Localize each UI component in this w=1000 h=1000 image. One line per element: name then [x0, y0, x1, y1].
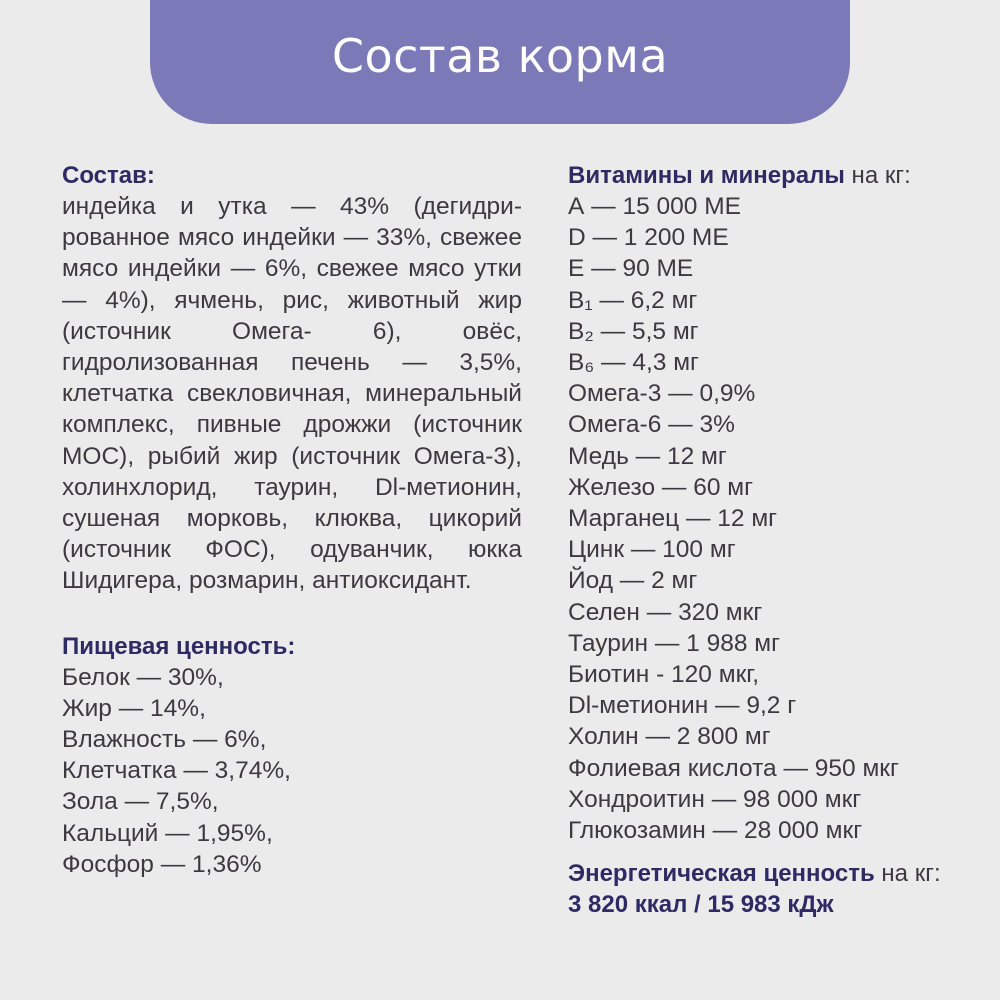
- nutrition-title: Пищевая ценность:: [62, 632, 296, 660]
- nutrition-section: [62, 631, 522, 880]
- composition-text: индейка и утка — 43% (дегидрированное мясо индейки — 33%, свежее мясо индейки — 6%, свежее мясо утки — 4%), ячмень, рис, животный жир (источник Омега- 6), овёс, гидролизованная печень — 3,5%, клетчатка свекловичная, минеральный комплекс, пивные дрожжи (источник МОС), рыбий жир (источник Омега-3), холинхлорид, таурин, Dl-метионин, сушеная морковь, клюква, цикорий (источник ФОС), одуванчик, юкка Шидигера, розмарин, антиоксидант.: [62, 193, 522, 595]
- vitamin-item: Медь — 12 мг: [568, 442, 727, 470]
- nutrition-item: Клетчатка — 3,74%,: [62, 757, 291, 785]
- vitamin-item: B₂ — 5,5 мг: [568, 317, 699, 345]
- energy-heading: [568, 858, 988, 889]
- vitamin-item: А — 15 000 МЕ: [568, 193, 741, 220]
- right-column: [568, 160, 988, 920]
- vitamin-item: Dl-метионин — 9,2 г: [568, 692, 797, 720]
- header-banner: [150, 0, 850, 124]
- vitamin-item: Марганец — 12 мг: [568, 505, 778, 533]
- vitamin-item: Омега-3 — 0,9%: [568, 380, 756, 408]
- vitamins-unit-note: на кг:: [844, 162, 911, 189]
- energy-unit-note: на кг:: [874, 860, 941, 888]
- vitamin-item: Селен — 320 мкг: [568, 598, 763, 626]
- vitamin-item: Е — 90 МЕ: [568, 255, 694, 283]
- nutrition-list: [62, 662, 522, 880]
- nutrition-item: Влажность — 6%,: [62, 726, 267, 754]
- vitamin-item: Йод — 2 мг: [568, 567, 698, 595]
- vitamin-item: Биотин - 120 мкг,: [568, 661, 760, 689]
- vitamins-list: [568, 191, 988, 846]
- page-title: Состав корма: [331, 29, 669, 83]
- vitamins-section: [568, 160, 988, 846]
- composition-title: Состав:: [62, 162, 155, 189]
- composition-section: [62, 160, 522, 597]
- vitamins-heading: [568, 160, 988, 191]
- nutrition-item: Кальций — 1,95%,: [62, 819, 273, 847]
- nutrition-item: Белок — 30%,: [62, 663, 224, 691]
- vitamins-title: Витамины и минералы: [568, 162, 845, 189]
- vitamin-item: B₁ — 6,2 мг: [568, 286, 698, 314]
- energy-title: Энергетическая ценность: [568, 860, 875, 888]
- vitamin-item: Фолиевая кислота — 950 мкг: [568, 754, 899, 782]
- vitamin-item: Железо — 60 мг: [568, 473, 754, 501]
- energy-value: 3 820 ккал / 15 983 кДж: [568, 891, 834, 919]
- vitamin-item: Таурин — 1 988 мг: [568, 629, 781, 657]
- vitamin-item: D — 1 200 МЕ: [568, 224, 729, 252]
- vitamin-item: Цинк — 100 мг: [568, 536, 736, 564]
- energy-section: [568, 858, 988, 920]
- vitamin-item: Хондроитин — 98 000 мкг: [568, 785, 862, 813]
- nutrition-item: Фосфор — 1,36%: [62, 850, 262, 878]
- vitamin-item: B₆ — 4,3 мг: [568, 349, 699, 377]
- nutrition-item: Жир — 14%,: [62, 694, 206, 722]
- vitamin-item: Холин — 2 800 мг: [568, 723, 771, 751]
- vitamin-item: Омега-6 — 3%: [568, 411, 735, 439]
- left-column: [62, 160, 522, 880]
- vitamin-item: Глюкозамин — 28 000 мкг: [568, 817, 863, 845]
- nutrition-item: Зола — 7,5%,: [62, 788, 219, 816]
